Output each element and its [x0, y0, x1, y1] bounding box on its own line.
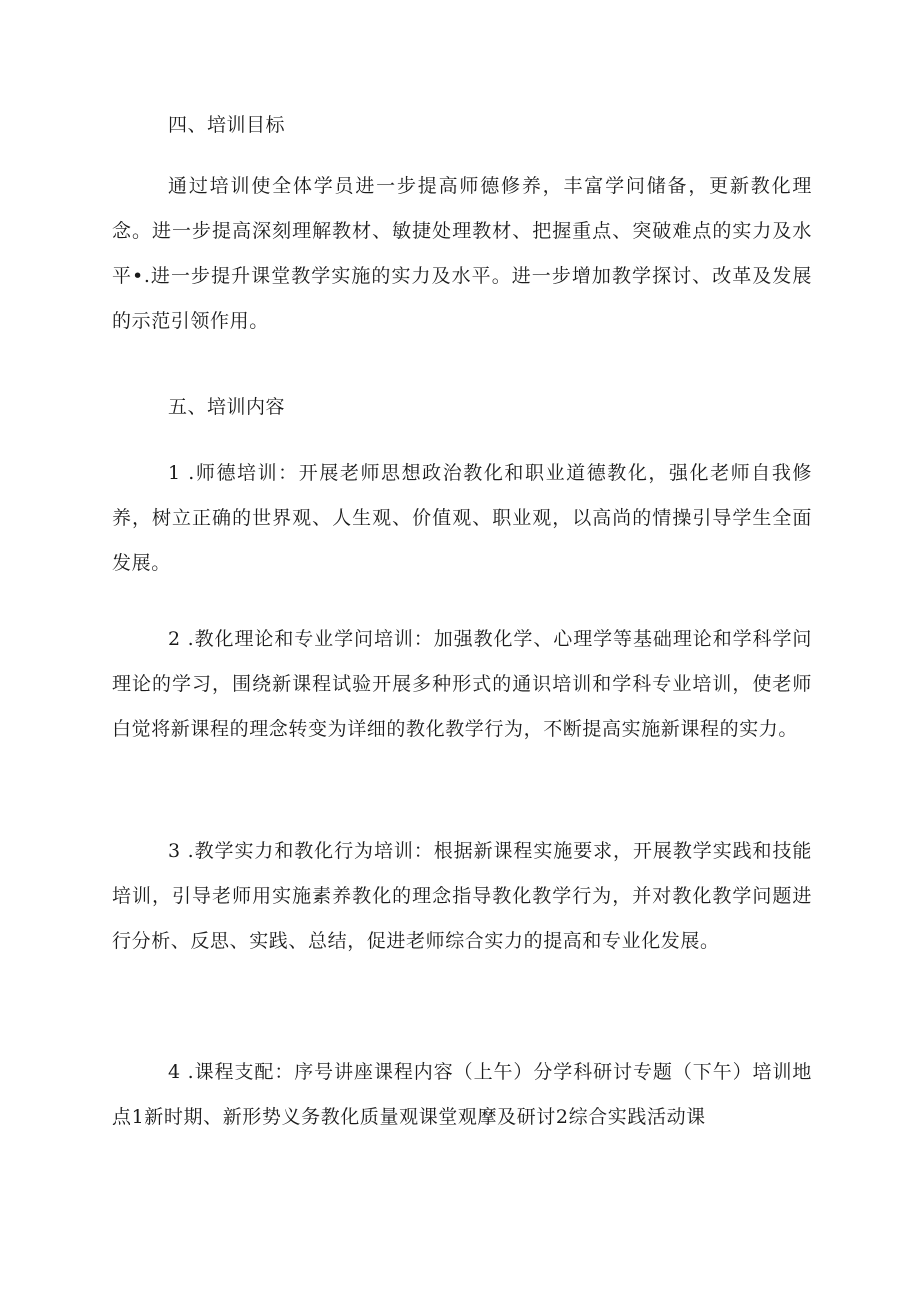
content-item-3: 3 .教学实力和教化行为培训：根据新课程实施要求，开展教学实践和技能培训，引导老师用实施素养教化的理念指导教化教学行为，并对教化教学问题进行分析、反思、实践、总结，促进老师综合实力的提高和专业化发展。 — [112, 840, 812, 952]
section-4-paragraph: 通过培训使全体学员进一步提高师德修养，丰富学问储备，更新教化理念。进一步提高深刻理解教材、敏捷处理教材、把握重点、突破难点的实力及水平•.进一步提升课堂教学实施的实力及水平。进一步增加教学探讨、改革及发展的示范引领作用。 — [112, 175, 812, 332]
section-4-heading: 四、培训目标 — [168, 114, 286, 136]
content-item-2: 2 .教化理论和专业学问培训：加强教化学、心理学等基础理论和学科学问理论的学习，围绕新课程试验开展多种形式的通识培训和学科专业培训，使老师白觉将新课程的理念转变为详细的教化教学行为，不断提高实施新课程的实力。 — [112, 628, 812, 740]
content-item-1: 1 .师德培训：开展老师思想政治教化和职业道德教化，强化老师自我修养，树立正确的世界观、人生观、价值观、职业观，以高尚的情操引导学生全面发展。 — [112, 462, 812, 574]
section-5-heading: 五、培训内容 — [168, 396, 286, 418]
content-item-4: 4 .课程支配：序号讲座课程内容（上午）分学科研讨专题（下午）培训地点1新时期、新形势义务教化质量观课堂观摩及研讨2综合实践活动课 — [112, 1061, 812, 1128]
